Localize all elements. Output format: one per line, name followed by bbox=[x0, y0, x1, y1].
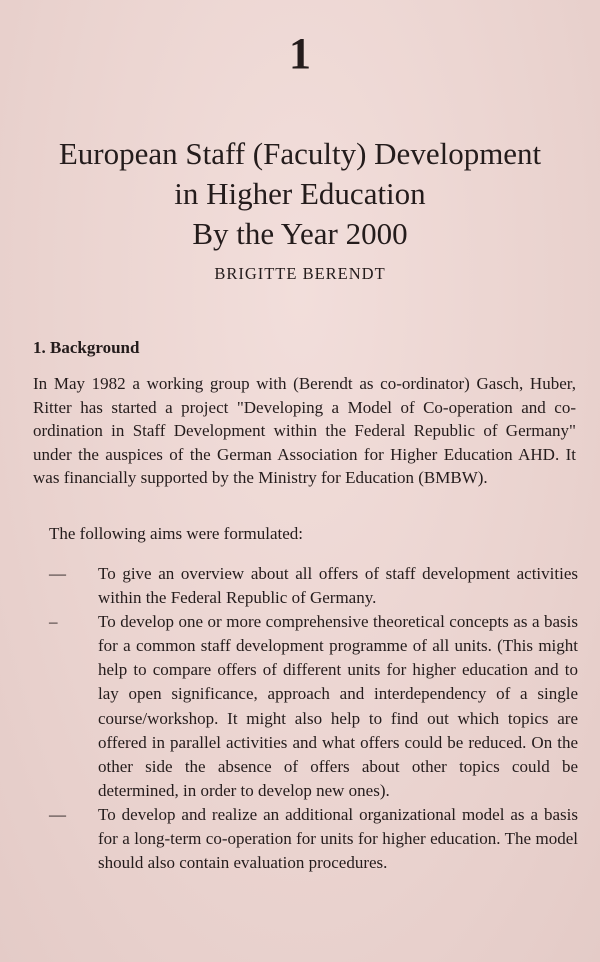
aim-item bbox=[33, 562, 578, 610]
title-line-3: By the Year 2000 bbox=[192, 216, 408, 251]
title-line-1: European Staff (Faculty) Development bbox=[58, 136, 542, 171]
dash-bullet: – bbox=[49, 612, 58, 632]
section-heading: 1. Background bbox=[33, 338, 140, 357]
background-paragraph: In May 1982 a working group with (Berendt as co-ordinator) Gasch, Huber, Ritter has started a project "Developing a Model of Co-operation and co-ordination in Staff Development within the Federal Republic of Germany" under the auspices of the German Association for Higher Education AHD. It was financially supported by the Ministry for Education (BMBW). bbox=[33, 374, 576, 487]
aims-intro: The following aims were formulated: bbox=[49, 524, 303, 543]
author-name: BRIGITTE BERENDT bbox=[214, 264, 386, 283]
aim-text: To develop one or more comprehensive theoretical concepts as a basis for a common staff development programme of all units. (This might help to compare offers of different units for higher education and to lay open significance, approach and interdependency of a single course/workshop. It might also help to find out which topics are offered in parallel activities and what offers could be reduced. On the other side the absence of offers about other topics could be determined, in order to develop new ones). bbox=[98, 612, 578, 800]
dash-bullet: — bbox=[49, 804, 66, 824]
aims-list bbox=[33, 562, 578, 875]
chapter-title bbox=[0, 134, 600, 254]
title-line-2: in Higher Education bbox=[174, 176, 426, 211]
chapter-number: 1 bbox=[289, 29, 311, 78]
aim-text: To give an overview about all offers of staff development activities within the Federal Republic of Germany. bbox=[98, 564, 578, 608]
aim-item bbox=[33, 610, 578, 803]
dash-bullet: — bbox=[49, 564, 66, 583]
aim-item bbox=[33, 803, 578, 875]
aim-text: To develop and realize an additional organizational model as a basis for a long-term co-operation for units for higher education. The model should also contain evaluation procedures. bbox=[98, 804, 578, 873]
